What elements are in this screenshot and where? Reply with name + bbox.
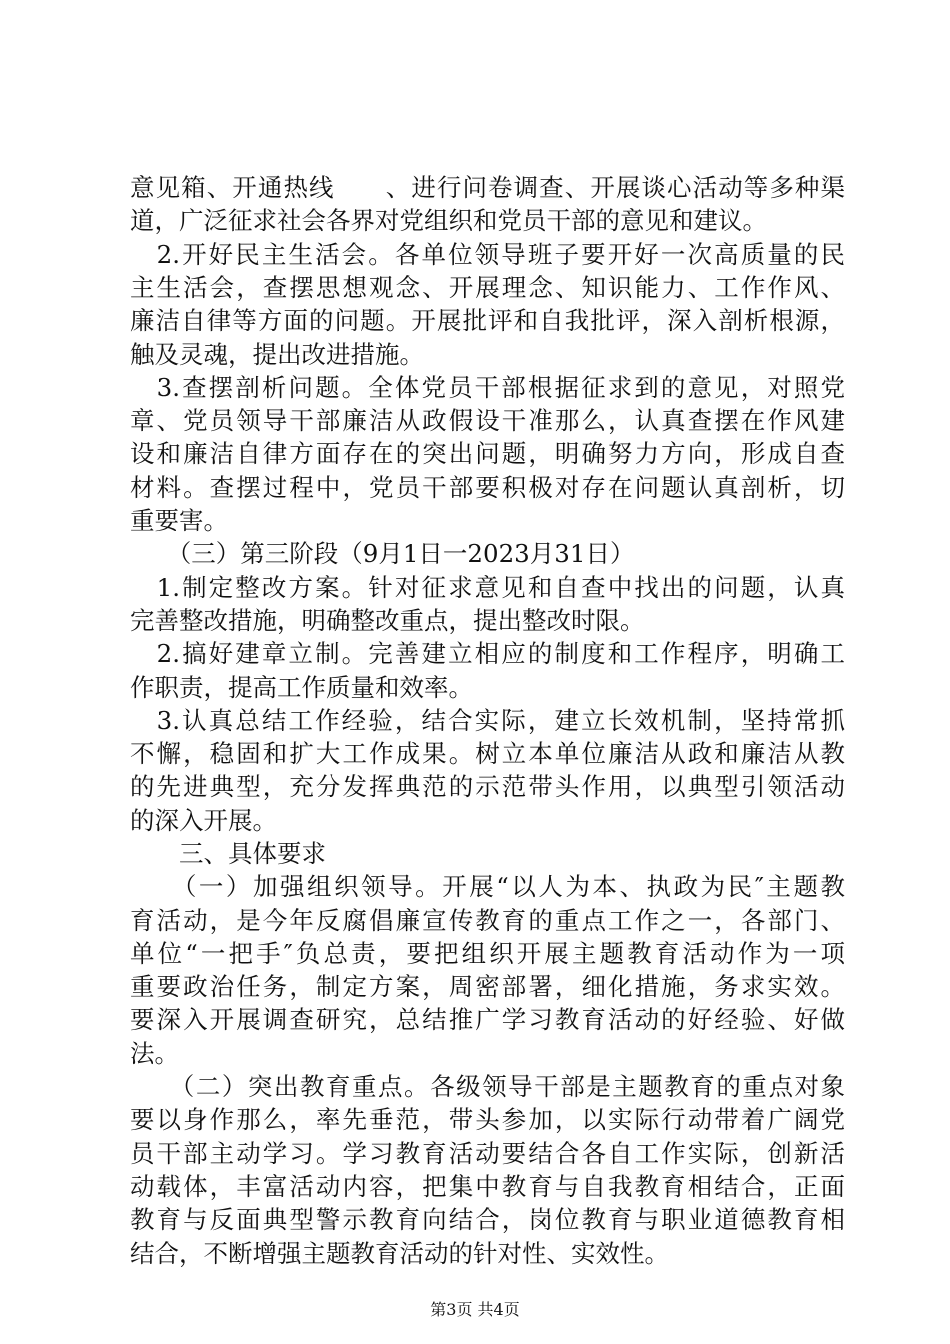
text-line: 要深入开展调查研究，总结推广学习教育活动的好经验、好做 bbox=[130, 1005, 845, 1034]
text-line: 触及灵魂，提出改进措施。 bbox=[130, 340, 424, 369]
text-line: 结合，不断增强主题教育活动的针对性、实效性。 bbox=[130, 1239, 669, 1268]
section-heading: （三）第三阶段（9月1日一2023月31日） bbox=[130, 539, 635, 568]
text-line: 育活动，是今年反腐倡廉宣传教育的重点工作之一，各部门、 bbox=[130, 906, 845, 935]
text-line: 3.认真总结工作经验，结合实际，建立长效机制，坚持常抓 bbox=[130, 706, 845, 735]
text-line: 廉洁自律等方面的问题。开展批评和自我批评，深入剖析根源， bbox=[130, 306, 845, 335]
text-line: 员干部主动学习。学习教育活动要结合各自工作实际，创新活 bbox=[130, 1139, 845, 1168]
page-number-footer: 第3页 共4页 bbox=[430, 1300, 520, 1319]
section-heading: 三、具体要求 bbox=[130, 839, 326, 868]
text-line: 2.开好民主生活会。各单位领导班子要开好一次高质量的民 bbox=[130, 240, 845, 269]
text-line: 章、党员领导干部廉洁从政假设干准那么，认真查摆在作风建 bbox=[130, 406, 845, 435]
text-line: 材料。查摆过程中，党员干部要积极对存在问题认真剖析，切 bbox=[130, 473, 845, 502]
text-line: 3.查摆剖析问题。全体党员干部根据征求到的意见，对照党 bbox=[130, 373, 845, 402]
text-line: （二）突出教育重点。各级领导干部是主题教育的重点对象 bbox=[130, 1072, 845, 1101]
text-line: 道，广泛征求社会各界对党组织和党员干部的意见和建议。 bbox=[130, 206, 767, 235]
text-line: 设和廉洁自律方面存在的突出问题，明确努力方向，形成自查 bbox=[130, 439, 845, 468]
text-line: 2.搞好建章立制。完善建立相应的制度和工作程序，明确工 bbox=[130, 639, 845, 668]
text-line: 不懈，稳固和扩大工作成果。树立本单位廉洁从政和廉洁从教 bbox=[130, 739, 845, 768]
text-line: 重要害。 bbox=[130, 506, 228, 535]
text-line: 重要政治任务，制定方案，周密部署，细化措施，务求实效。 bbox=[130, 972, 845, 1001]
text-line: 作职责，提高工作质量和效率。 bbox=[130, 673, 473, 702]
text-line: 单位“一把手″负总责，要把组织开展主题教育活动作为一项 bbox=[130, 939, 845, 968]
text-line: 法。 bbox=[130, 1039, 179, 1068]
text-line: 教育与反面典型警示教育向结合，岗位教育与职业道德教育相 bbox=[130, 1205, 845, 1234]
text-line: 的深入开展。 bbox=[130, 806, 277, 835]
text-line: 主生活会，查摆思想观念、开展理念、知识能力、工作作风、 bbox=[130, 273, 845, 302]
text-line: 意见箱、开通热线 、进行问卷调查、开展谈心活动等多种渠 bbox=[130, 173, 845, 202]
text-line: 动载体，丰富活动内容，把集中教育与自我教育相结合，正面 bbox=[130, 1172, 845, 1201]
text-line: 1.制定整改方案。针对征求意见和自查中找出的问题，认真 bbox=[130, 573, 845, 602]
text-line: 的先进典型，充分发挥典范的示范带头作用，以典型引领活动 bbox=[130, 772, 845, 801]
text-line: 要以身作那么，率先垂范，带头参加，以实际行动带着广阔党 bbox=[130, 1105, 845, 1134]
text-line: 完善整改措施，明确整改重点，提出整改时限。 bbox=[130, 606, 645, 635]
text-line: （一）加强组织领导。开展“以人为本、执政为民″主题教 bbox=[130, 872, 845, 901]
